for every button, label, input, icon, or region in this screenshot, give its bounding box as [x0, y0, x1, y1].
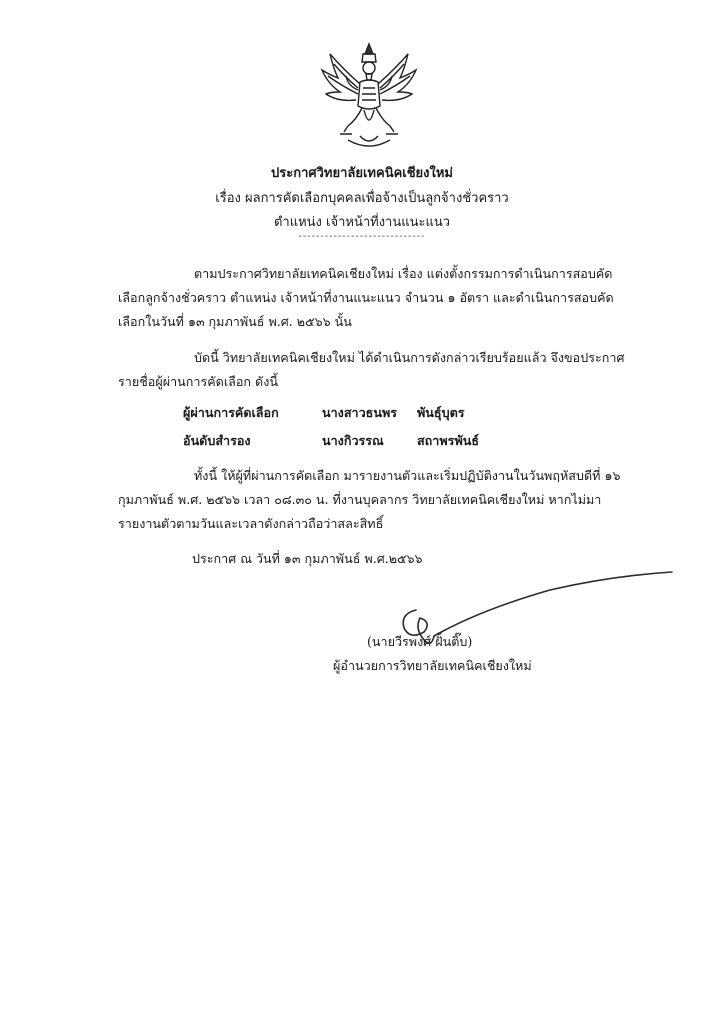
paragraph-3-text: ทั้งนี้ ให้ผู้ที่ผ่านการคัดเลือก มารายงานตัวและเริ่มปฏิบัติงานในวันพฤหัสบดีที่ ๑๖ กุมภาพันธ์ พ.ศ. ๒๕๖๖ เวลา ๐๘.๓๐ น. ที่งานบุคลากร วิทยาลัยเทคนิคเชียงใหม่ หากไม่มารายงานตัวตามวันและเวลาดังกล่าวถือว่าสละสิทธิ์: [118, 468, 621, 531]
result-last-name: สถาพรพันธ์: [417, 433, 480, 448]
header-divider: -----------------------------: [298, 231, 426, 242]
announcement-title: ประกาศวิทยาลัยเทคนิคเชียงใหม่: [270, 166, 454, 181]
paragraph-1-text: ตามประกาศวิทยาลัยเทคนิคเชียงใหม่ เรื่อง แต่งตั้งกรรมการดำเนินการสอบคัดเลือกลูกจ้างชั่วคราว ตำแหน่ง เจ้าหน้าที่งานแนะแนว จำนวน ๑ อัตรา และดำเนินการสอบคัดเลือกในวันที่ ๑๓ กุมภาพันธ์ พ.ศ. ๒๕๖๖ นั้น: [118, 266, 614, 329]
paragraph-3: [118, 464, 638, 536]
announcement-position: ตำแหน่ง เจ้าหน้าที่งานแนะแนว: [273, 215, 451, 230]
paragraph-2: [118, 346, 638, 394]
result-first-name: นางกิวรรณ: [322, 433, 384, 448]
result-first-name: นางสาวธนพร: [322, 405, 398, 420]
result-last-name: พันธุ์บุตร: [417, 405, 465, 420]
garuda-emblem-icon: [318, 40, 420, 150]
signatory-name: (นายวีรพงศ์ ฝั้นติ๊บ): [367, 634, 473, 649]
paragraph-2-text: บัดนี้ วิทยาลัยเทคนิคเชียงใหม่ ได้ดำเนินการดังกล่าวเรียบร้อยแล้ว จึงขอประกาศรายชื่อผู้ผ่านการคัดเลือก ดังนี้: [118, 350, 625, 389]
result-label: ผู้ผ่านการคัดเลือก: [183, 405, 279, 420]
announcement-subject: เรื่อง ผลการคัดเลือกบุคคลเพื่อจ้างเป็นลูกจ้างชั่วคราว: [215, 191, 509, 206]
result-label: อันดับสำรอง: [183, 433, 251, 448]
announce-date: ประกาศ ณ วันที่ ๑๓ กุมภาพันธ์ พ.ศ.๒๕๖๖: [192, 551, 423, 566]
paragraph-1: [118, 262, 638, 334]
signatory-title: ผู้อำนวยการวิทยาลัยเทคนิคเชียงใหม่: [333, 658, 532, 673]
